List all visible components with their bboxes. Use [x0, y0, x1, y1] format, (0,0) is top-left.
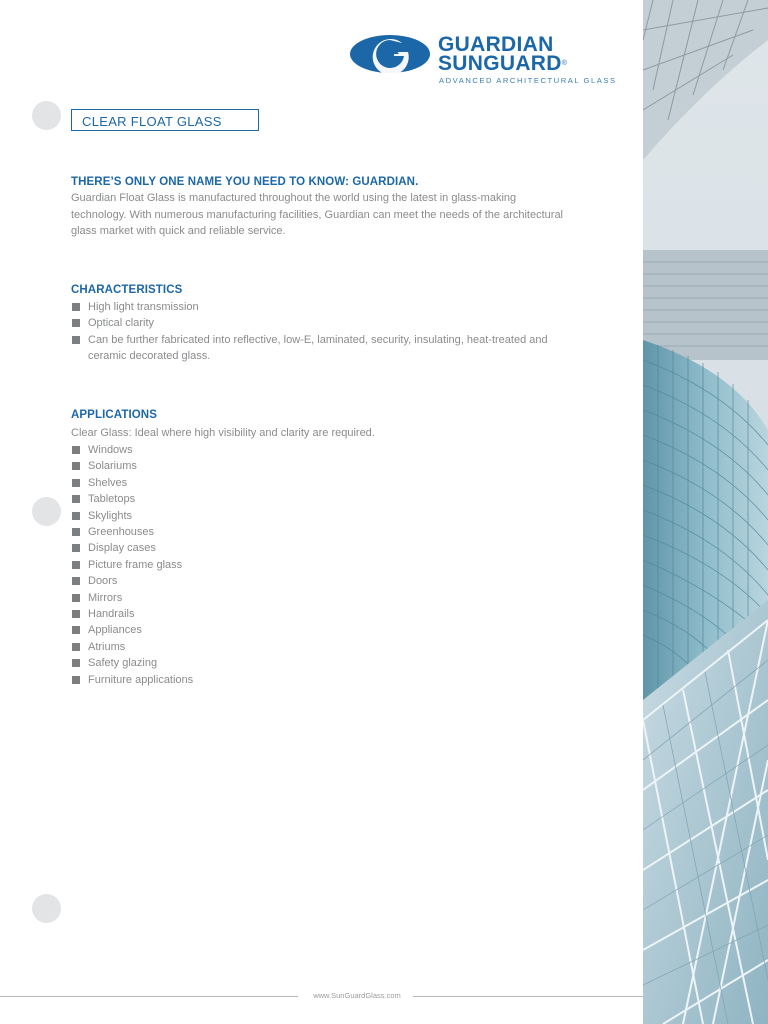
bullet-icon — [72, 446, 80, 454]
page-title: CLEAR FLOAT GLASS — [82, 114, 222, 129]
bullet-icon — [72, 528, 80, 536]
list-item — [71, 672, 588, 688]
intro-heading: THERE’S ONLY ONE NAME YOU NEED TO KNOW: GUARDIAN. — [71, 176, 419, 188]
bullet-icon — [72, 561, 80, 569]
guardian-sunguard-logo — [350, 34, 640, 86]
bullet-icon — [72, 676, 80, 684]
brand-line2-text: SUNGUARD — [438, 52, 562, 75]
bullet-icon — [72, 610, 80, 618]
list-item — [71, 475, 588, 491]
intro-paragraph: Guardian Float Glass is manufactured throughout the world using the latest in glass-making technology. With numerous manufacturing facilities, Guardian can meet the needs of the architectural glass market with quick and reliable service. — [71, 192, 564, 237]
bullet-icon — [72, 626, 80, 634]
bullet-icon — [72, 512, 80, 520]
list-item — [71, 332, 588, 365]
list-item-text: Appliances — [88, 624, 142, 637]
list-item-text: Greenhouses — [88, 526, 155, 539]
bullet-icon — [72, 659, 80, 667]
list-item — [71, 622, 588, 638]
list-item-text: Windows — [88, 444, 133, 456]
bullet-icon — [72, 336, 80, 344]
applications-heading: APPLICATIONS — [71, 409, 157, 421]
list-item — [71, 540, 588, 556]
characteristics-list — [71, 299, 588, 365]
list-item — [71, 491, 588, 507]
list-item-text: Skylights — [88, 509, 133, 522]
list-item — [71, 524, 588, 540]
punch-hole-top — [32, 101, 61, 130]
glass-building-image — [643, 0, 768, 1024]
list-item — [71, 639, 588, 655]
list-item — [71, 573, 588, 589]
list-item-text: Optical clarity — [88, 317, 155, 330]
bullet-icon — [72, 462, 80, 470]
characteristics-heading: CHARACTERISTICS — [71, 284, 183, 296]
bullet-icon — [72, 303, 80, 311]
list-item — [71, 557, 588, 573]
list-item-text: Furniture applications — [88, 673, 194, 686]
footer-url[interactable]: www.SunGuardGlass.com — [313, 991, 401, 1000]
list-item — [71, 299, 588, 315]
list-item-text: Tabletops — [88, 493, 136, 506]
punch-hole-middle — [32, 497, 61, 526]
bullet-icon — [72, 319, 80, 327]
list-item-text: Mirrors — [88, 591, 123, 604]
page-title-box — [71, 109, 259, 131]
list-item-text: High light transmission — [88, 301, 199, 313]
bullet-icon — [72, 479, 80, 487]
list-item-text: Safety glazing — [88, 657, 158, 670]
list-item-text: Doors — [88, 575, 118, 588]
bullet-icon — [72, 495, 80, 503]
list-item — [71, 508, 588, 524]
guardian-knight-icon — [350, 34, 430, 74]
list-item — [71, 655, 588, 671]
list-item-text: Shelves — [88, 476, 128, 489]
applications-intro: Clear Glass: Ideal where high visibility and clarity are required. — [71, 427, 375, 439]
bullet-icon — [72, 643, 80, 651]
footer-rule-left — [0, 996, 298, 997]
brand-tagline: ADVANCED ARCHITECTURAL GLASS — [439, 76, 617, 85]
building-photo — [643, 0, 768, 1024]
brand-line1: GUARDIAN — [438, 33, 554, 56]
bullet-icon — [72, 594, 80, 602]
list-item — [71, 442, 588, 458]
list-item — [71, 590, 588, 606]
brand-line2 — [438, 54, 567, 74]
registered-mark: ® — [561, 60, 568, 67]
punch-hole-bottom — [32, 894, 61, 923]
bullet-icon — [72, 544, 80, 552]
list-item-text: Handrails — [88, 608, 135, 621]
list-item-text: Picture frame glass — [88, 558, 183, 571]
list-item — [71, 458, 588, 474]
list-item-text: Display cases — [88, 542, 156, 555]
footer-rule-right — [413, 996, 643, 997]
applications-list — [71, 442, 588, 688]
list-item-text: Solariums — [88, 460, 137, 473]
list-item-text: Atriums — [88, 640, 126, 653]
bullet-icon — [72, 577, 80, 585]
list-item — [71, 315, 588, 331]
list-item — [71, 606, 588, 622]
list-item-text: Can be further fabricated into reflective, low-E, laminated, security, insulating, heat-treated and ceramic decorated glass. — [88, 333, 548, 363]
